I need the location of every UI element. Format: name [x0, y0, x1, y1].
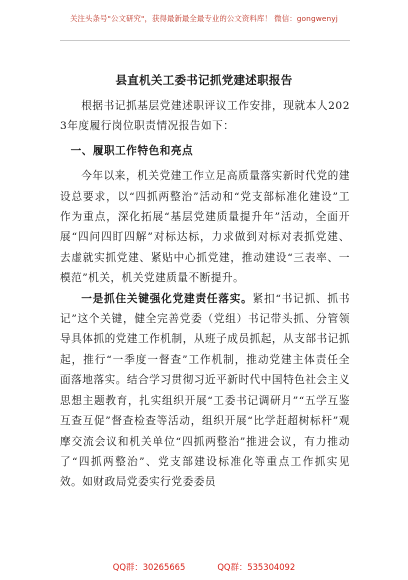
body-paragraph-1: 今年以来，机关党建工作立足高质量落实新时代党的建设总要求，以“四抓两整治”活动和“党支部标准化建设”工作为重点，深化拓展“基层党建质量提升年”活动，全面开展“四问四盯四解”对标达标，力求做到对标对表抓党建、去虚就实抓党建、紧贴中心抓党建，推动建设“三表率、一模范”机关，机关党建质量不断提升。 — [60, 170, 350, 285]
document-body — [60, 96, 350, 493]
header-divider — [60, 40, 350, 41]
intro-paragraph: 根据书记抓基层党建述职评议工作安排，现就本人2023年度履行岗位职责情况报告如下： — [60, 100, 350, 133]
footer-contact — [0, 561, 408, 573]
document-title: 县直机关工委书记抓党建述职报告 — [115, 73, 293, 87]
paragraph-2-text: 紧扣“书记抓、抓书记”这个关键，健全完善党委（党组）书记带头抓、分管领导具体抓的党建工作机制，从班子成员抓起，从支部书记抓起，推行“一季度一督查”工作机制，推动党建主体责任全面落地落实。结合学习贯彻习近平新时代中国特色社会主义思想主题教育，扎实组织开展“工委书记调研月”“五学互鉴互查互促”督查检查等活动，组织开展“比学赶超树标杆”观摩交流会议和机关单位“四抓两整治”推进会议，有力推动了“四抓两整治”、党支部建设标准化等重点工作抓实见效。如财政局党委实行党委委员 — [60, 292, 350, 489]
paragraph-lead-sentence: 一是抓住关键强化党建责任落实。 — [81, 292, 253, 305]
footer-qq-group-2: QQ群：535304092 — [217, 562, 296, 572]
footer-qq-group-1: QQ群：30265665 — [112, 562, 186, 572]
header-promo-note: 关注头条号"公文研究"，获得最新最全最专业的公文资料库！ 微信：gongwenyj — [70, 14, 338, 23]
body-paragraph-2 — [60, 289, 350, 493]
section-heading-1: 一、履职工作特色和亮点 — [70, 144, 194, 157]
